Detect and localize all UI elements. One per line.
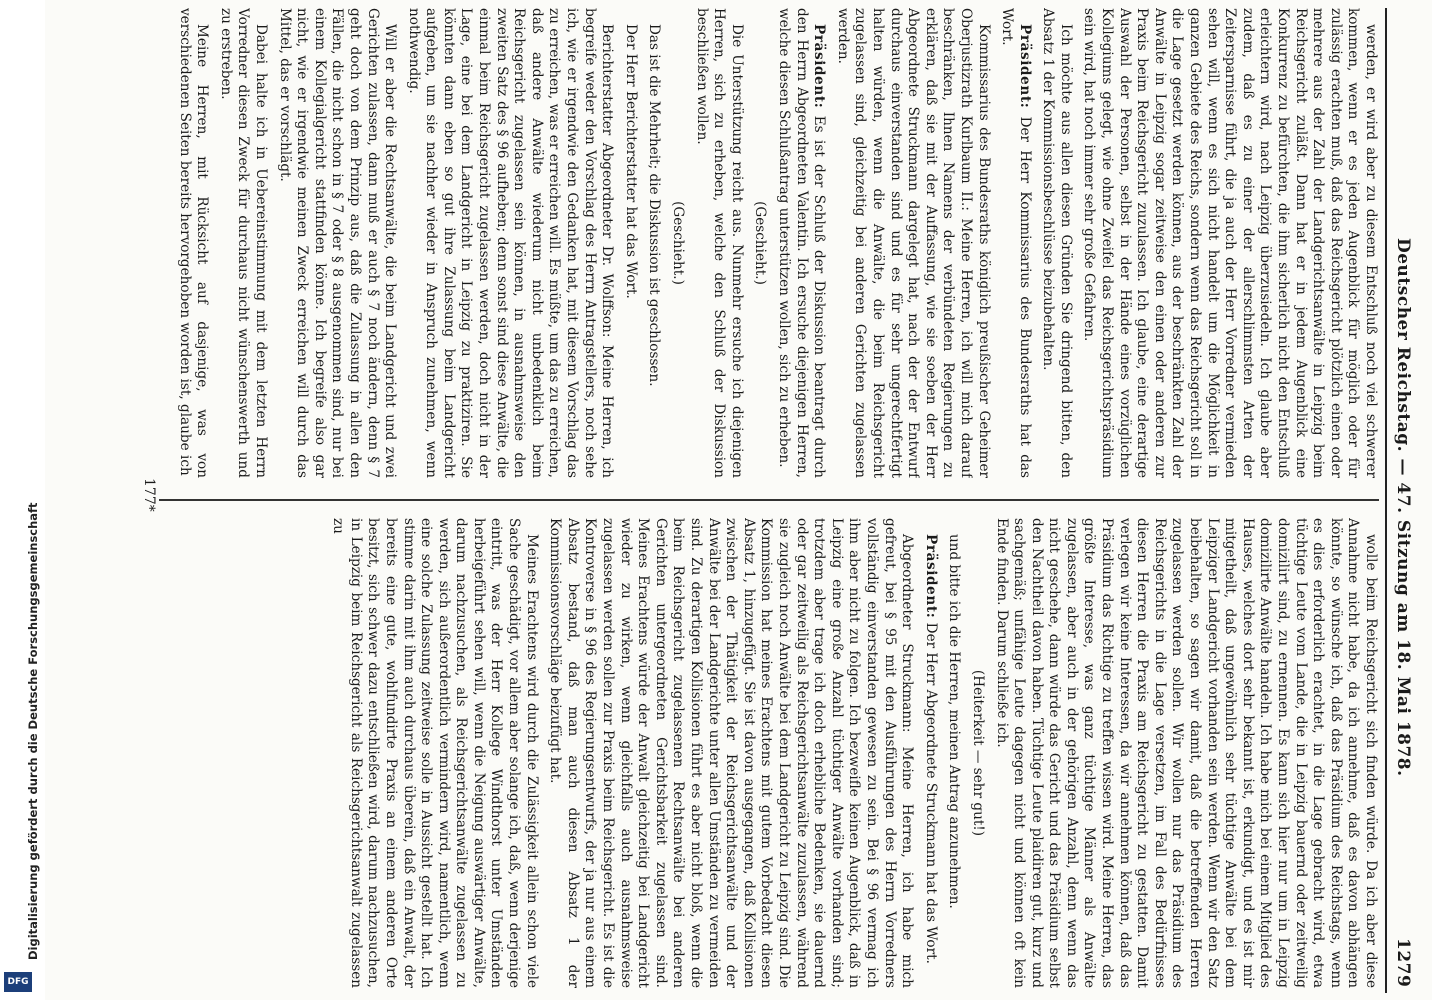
left-column [139,8,1379,478]
stage-direction: (Heiterkeit — sehr gut!) [969,669,986,837]
rotated-page-content [125,8,1415,993]
header-rule [1385,8,1387,993]
speaker-text: Der Herr Abgeordnete Struckmann hat das Wort. [922,618,939,964]
speaker-text: Der Herr Kommissarius des Bundesraths hat das Wort. [999,8,1033,478]
dfg-logo: DFG [4,972,32,992]
speaker-label: Präsident: [1016,24,1033,109]
column-divider [159,499,1379,501]
body-paragraph: Will er aber die Rechtsanwälte, die beim Landgericht und zwei Gerichten zulassen, dann muß er auch § 7 noch ändern, denn § 7 geht doch von dem Prinzip aus, daß die Zulassung in allen den Fällen, die nicht schon in § 7 oder § 8 ausgenommen sind, nur bei einem Kollegialgericht stattfinden könne. Ich begreife also gar nicht, wie er irgendwie meinen Zweck erreichen will durch das Mittel, das er vorschlägt. [276,8,399,478]
page-header [1389,8,1415,993]
body-paragraph: Das ist die Mehrheit; die Diskussion ist geschlossen. [646,24,663,387]
body-paragraph: Meine Herren, mit Rücksicht auf dasjenige, was von verschiedenen Seiten bereits hervorgehoben worden ist, glaube ich [176,8,211,478]
body-paragraph: Die Unterstützung reicht aus. Nunmehr ersuche ich diejenigen Herren, sich zu erheben, welche den Schluß der Diskussion beschließen wollen. [693,8,745,478]
header-title: Deutscher Reichstag. — 47. Sitzung am 18. Mai 1878. [1393,238,1413,777]
body-paragraph: Ich möchte aus allen diesen Gründen Sie dringend bitten, den Absatz 1 der Kommissionsbeschlüsse beizubehalten. [1040,8,1074,478]
stage-direction: (Geschieht.) [752,201,769,285]
speaker-paragraph [998,8,1033,478]
body-paragraph: Abgeordneter Struckmann: Meine Herren, ich habe mich gefreut, bei § 95 mit den Ausführungen des Herrn Vorredners vollständig einverstanden gewesen zu sein. Bei § 96 vermag ich ihm aber nicht zu folgen. Ich bezweifle keinen Augenblick, daß in Leipzig eine große Anzahl tüchtiger Anwälte vorhanden sind; trotzdem aber trage ich doch erhebliche Bedenken, sie dauernd oder gar zeitweilig als Reichsgerichtsanwälte zuzulassen, während sie zugleich noch Anwälte bei dem Landgericht zu Leipzig sind. Die Kommission hat meines Erachtens mit gutem Vorbedacht diesen Absatz 1, hinzugefügt. Sie ist davon ausgegangen, daß Kollisionen zwischen der Thätigkeit der Reichsgerichtsanwälte und der Anwälte bei der Landgerichte unter allen Umständen zu vermeiden sind. Zu derartigen Kollisionen führt es aber nicht bloß, wenn die beim Reichsgericht zugelassenen Rechtsanwälte bei anderen Gerichten untergeordneten Gerichtsbarkeit zugelassen sind. Meines Erachtens würde der Anwalt gleichzeitig bei Landgericht wieder zu wirken, wenn gleichfalls auch ausnahmsweise zugelassen werden sollen zur Praxis beim Reichsgericht. Es ist die Kontroverse in § 96 des Regierungsentwurfs, der ja nur aus einem Absatz bestand, daß man auch diesen Absatz 1 der Kommissionsvorschläge beizufügt hat. [547,518,916,988]
body-paragraph: und bitte ich die Herren, meinen Antrag anzunehmen. [946,534,963,909]
body-paragraph: werden, er wird aber zu diesem Entschluß noch viel schwerer kommen, wenn er es jeden Augenblick für möglich oder für zulässig erachten muß, daß das Reichsgericht plötzlich einen oder mehrere aus der Zahl der Landgerichtsanwälte in Leipzig beim Reichsgericht zuläßt. Dann hat er in jedem Augenblick eine Konkurrenz zu befürchten, die ihm sicherlich nicht den Entschluß erleichtern wird, nach Leipzig überzusiedeln. Ich glaube aber zudem, daß es zu einer der allerschlimmsten Arten der Zeitersparnisse führt, die ja auch der Herr Vorredner vermieden sehen will, wenn es sich nicht handelt um die Möglichkeit in ganzen Gebiete des Reichs, sondern wenn das Reichsgericht soll in die Lage gesetzt werden können, aus der beschränkten Zahl der Anwälte in Leipzig sogar zeitweise den einen oder anderen zur Praxis beim Reichsgericht zuzulassen. Ich glaube, eine derartige Auswahl der Personen, selbst in der Hände eines vorzüglichen Kollegiums gelegt, wie ohne Zweifel das Reichsgerichtspräsidium sein wird, hat noch immer sehr große Gefahren. [1081,8,1379,478]
stage-direction: (Geschieht.) [670,201,687,285]
speaker-paragraph [774,8,827,478]
digitization-sidebar [0,0,42,1000]
speaker-text: Es ist der Schluß der Diskussion beantragt durch den Herrn Abgeordneten Valentin. Ich ersuche diejenigen Herren, welche diesen Schlußantrag unterstützen wollen, sich zu erheben. [776,8,828,478]
body-paragraph: Kommissarius des Bundesraths königlich preußischer Geheimer Oberjustizrath Kurlbaum II.: Meine Herren, ich will mich darauf beschränken, Ihnen Namens der verbündeten Regierungen zu erklären, daß sie mit der Auffassung, wie sie soeben der Herr Abgeordnete Struckmann dargelegt hat, nach der der Entwurf durchaus einverstanden sind und es für sehr ungerechtfertigt halten würden, wenn die Anwälte, die beim Reichsgericht zugelassen sind, gleichzeitig bei anderen Gerichten zugelassen werden. [834,8,992,478]
scanned-page [45,0,1432,1000]
sidebar-credit: Digitalisierung gefördert durch die Deutsche Forschungsgemeinschaft [26,502,40,960]
signature-mark: 177* [141,478,157,512]
right-column [139,518,1379,988]
body-paragraph: Der Herr Berichterstatter hat das Wort. [622,24,639,299]
speaker-label: Präsident: [922,534,939,619]
body-paragraph: Dabei halte ich in Uebereinstimmung mit dem letzten Herrn Vorredner diesen Zweck für durchaus nicht wünschenswerth und zu erstreben. [217,8,269,478]
page-number: 1279 [1393,938,1413,988]
body-paragraph: Meines Erachtens wird durch die Zulässigkeit allein schon viele Sache geschädigt, vor allem aber solange ich, daß, wenn derjenige eintritt, was der Herr Kollege Windthorst unter Umständen herbeigeführt sehen will, wenn die Neigung auswärtiger Anwälte, darum nachzusuchen, als Reichsgerichtsanwälte zugelassen zu werden, sich außerordentlich vermindern wird, namentlich, wenn eine solche Zulassung zeitweise solle in Aussicht gestellt hat. Ich stimme darin mit ihm auch durchaus überein, daß ein Anwalt, der bereits eine gute, wohlfundirte Praxis an einem anderen Orte besitzt, sich schwer dazu entschließen wird, darum nachzusuchen, in Leipzig beim Reichsgericht als Reichsgerichtsanwalt zugelassen zu [330,518,540,988]
speaker-paragraph [921,518,939,988]
body-paragraph: Berichterstatter Abgeordneter Dr. Wolffson: Meine Herren, ich begreife weder den Vorschlag des Herrn Antragstellers, noch sehe ich, wie er irgendwie den Gedanken hat, mit diesem Vorschlag das zu erreichen, was er erreichen will. Es müßte, um das zu erreichen, daß andere Anwälte wiederum nicht unbedenklich beim Reichsgericht zugelassen sein können, in ausnahmsweise den zweiten Satz des § 96 aufheben; denn sonst sind diese Anwälte, die einmal beim Reichsgericht zugelassen werden, doch nicht in der Lage, eine bei dem Landgericht in Leipzig zu praktiziren. Sie könnten dann eben so gut ihre Zulassung beim Landgericht aufgeben, um sie nachher wieder in Anspruch zunehmen, wenn nothwendig. [405,8,616,478]
body-paragraph: wolle beim Reichsgericht sich finden würde. Da ich aber diese Annahme nicht habe, da ich annehme, daß es davon abhängen könnte, so wünsche ich, daß das Präsidium des Reichstags, wenn es dies erforderlich erachtet, in die Lage gebracht wird, etwa tüchtige Leute vom Lande, die in Leipzig bauernd oder zeitweilig domizilirt sind, zu ernennen. Es kann sich hier nur um in Leipzig domizilirte Anwälte handeln. Ich habe mich bei einem Mitglied des Hauses, welches dort sehr bekannt ist, erkundigt, und es ist mir mitgetheilt, daß ungewöhnlich sehr tüchtige Anwälte bei dem Leipziger Landgericht vorhanden sein werden. Wenn wir den Satz beibehalten, so sagen wir damit, daß die betreffenden Herren zugelassen werden sollen. Wir wollen nur das Präsidium des Reichsgerichts in die Lage versetzen, im Fall des Bedürfnisses diesen Herren die Praxis am Reichsgericht zu gestatten. Damit verlegen wir keine Interessen, da wir annehmen können, daß das Präsidium das Richtige zu treffen wissen wird. Meine Herren, das größte Interesse, was ganz tüchtige Männer als Anwälte zugelassen, aber auch in der gehörigen Anzahl, denn wenn das nicht geschehe, dann würde das Gericht und das Präsidium selbst den Nachtheil davon haben. Tüchtige Leute plaidiren gut, kurz und sachgemäß; unfähige Leute dagegen nicht und können oft kein Ende finden. Darum schließe ich. [993,518,1379,988]
speaker-label: Präsident: [811,24,828,109]
